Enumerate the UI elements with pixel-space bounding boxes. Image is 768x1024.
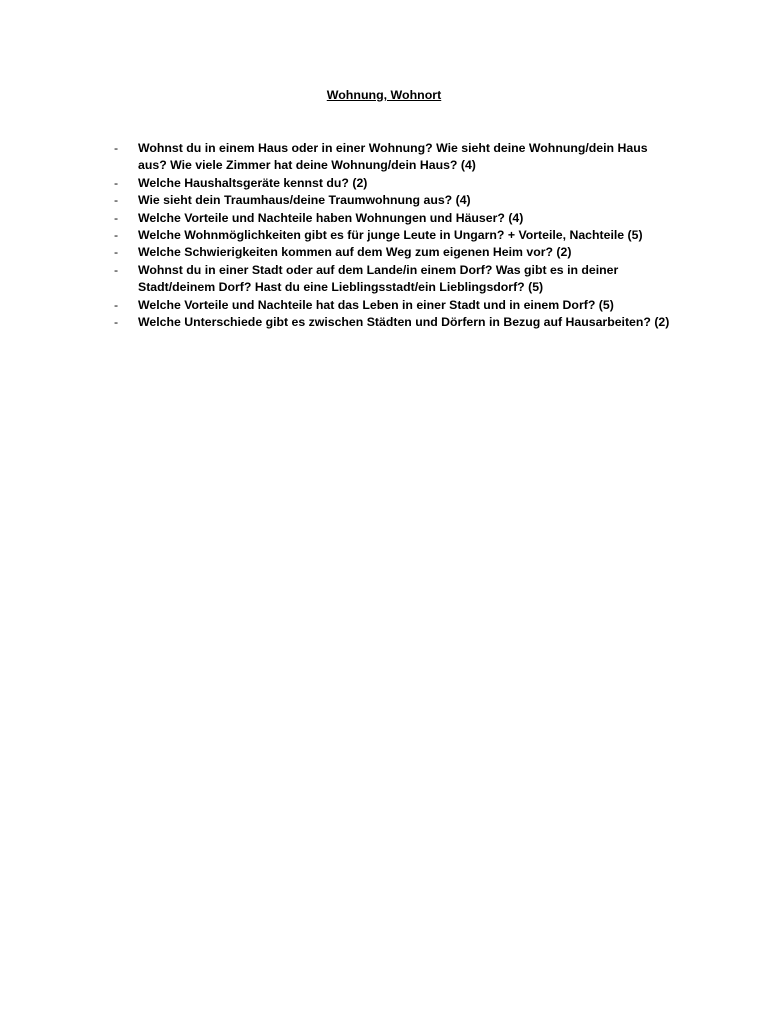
question-text: Welche Haushaltsgeräte kennst du? (2)	[138, 175, 368, 190]
bullet-dash: -	[114, 245, 119, 260]
question-item	[110, 175, 710, 192]
bullet-dash: -	[114, 175, 119, 190]
question-text: Wohnst du in einem Haus oder in einer Wohnung? Wie sieht deine Wohnung/dein Haus aus? Wie viele Zimmer hat deine Wohnung/dein Haus? (4)	[138, 141, 648, 173]
bullet-dash: -	[114, 315, 119, 330]
bullet-dash: -	[114, 141, 119, 155]
question-item	[110, 140, 710, 175]
question-text: Wie sieht dein Traumhaus/deine Traumwohnung aus? (4)	[138, 193, 471, 208]
question-item	[110, 297, 710, 314]
bullet-dash: -	[114, 210, 119, 225]
bullet-dash: -	[114, 193, 119, 208]
bullet-dash: -	[114, 297, 119, 312]
question-item	[110, 210, 710, 227]
question-text: Welche Vorteile und Nachteile haben Wohnungen und Häuser? (4)	[138, 210, 524, 225]
question-item	[110, 192, 710, 209]
question-text: Welche Schwierigkeiten kommen auf dem Weg zum eigenen Heim vor? (2)	[138, 245, 572, 260]
question-text: Welche Unterschiede gibt es zwischen Städten und Dörfern in Bezug auf Hausarbeiten? (2)	[138, 315, 670, 330]
question-text: Welche Wohnmöglichkeiten gibt es für junge Leute in Ungarn? + Vorteile, Nachteile (5)	[138, 228, 643, 243]
bullet-dash: -	[114, 262, 119, 277]
document-title: Wohnung, Wohnort	[326, 88, 442, 102]
question-text: Welche Vorteile und Nachteile hat das Leben in einer Stadt und in einem Dorf? (5)	[138, 297, 614, 312]
question-item	[110, 244, 710, 261]
question-list	[110, 140, 710, 331]
question-item	[110, 227, 710, 244]
question-item	[110, 262, 710, 297]
bullet-dash: -	[114, 228, 119, 243]
question-text: Wohnst du in einer Stadt oder auf dem Lande/in einem Dorf? Was gibt es in deiner Stadt/deinem Dorf? Hast du eine Lieblingsstadt/ein Lieblingsdorf? (5)	[138, 262, 619, 295]
question-item	[110, 314, 710, 331]
